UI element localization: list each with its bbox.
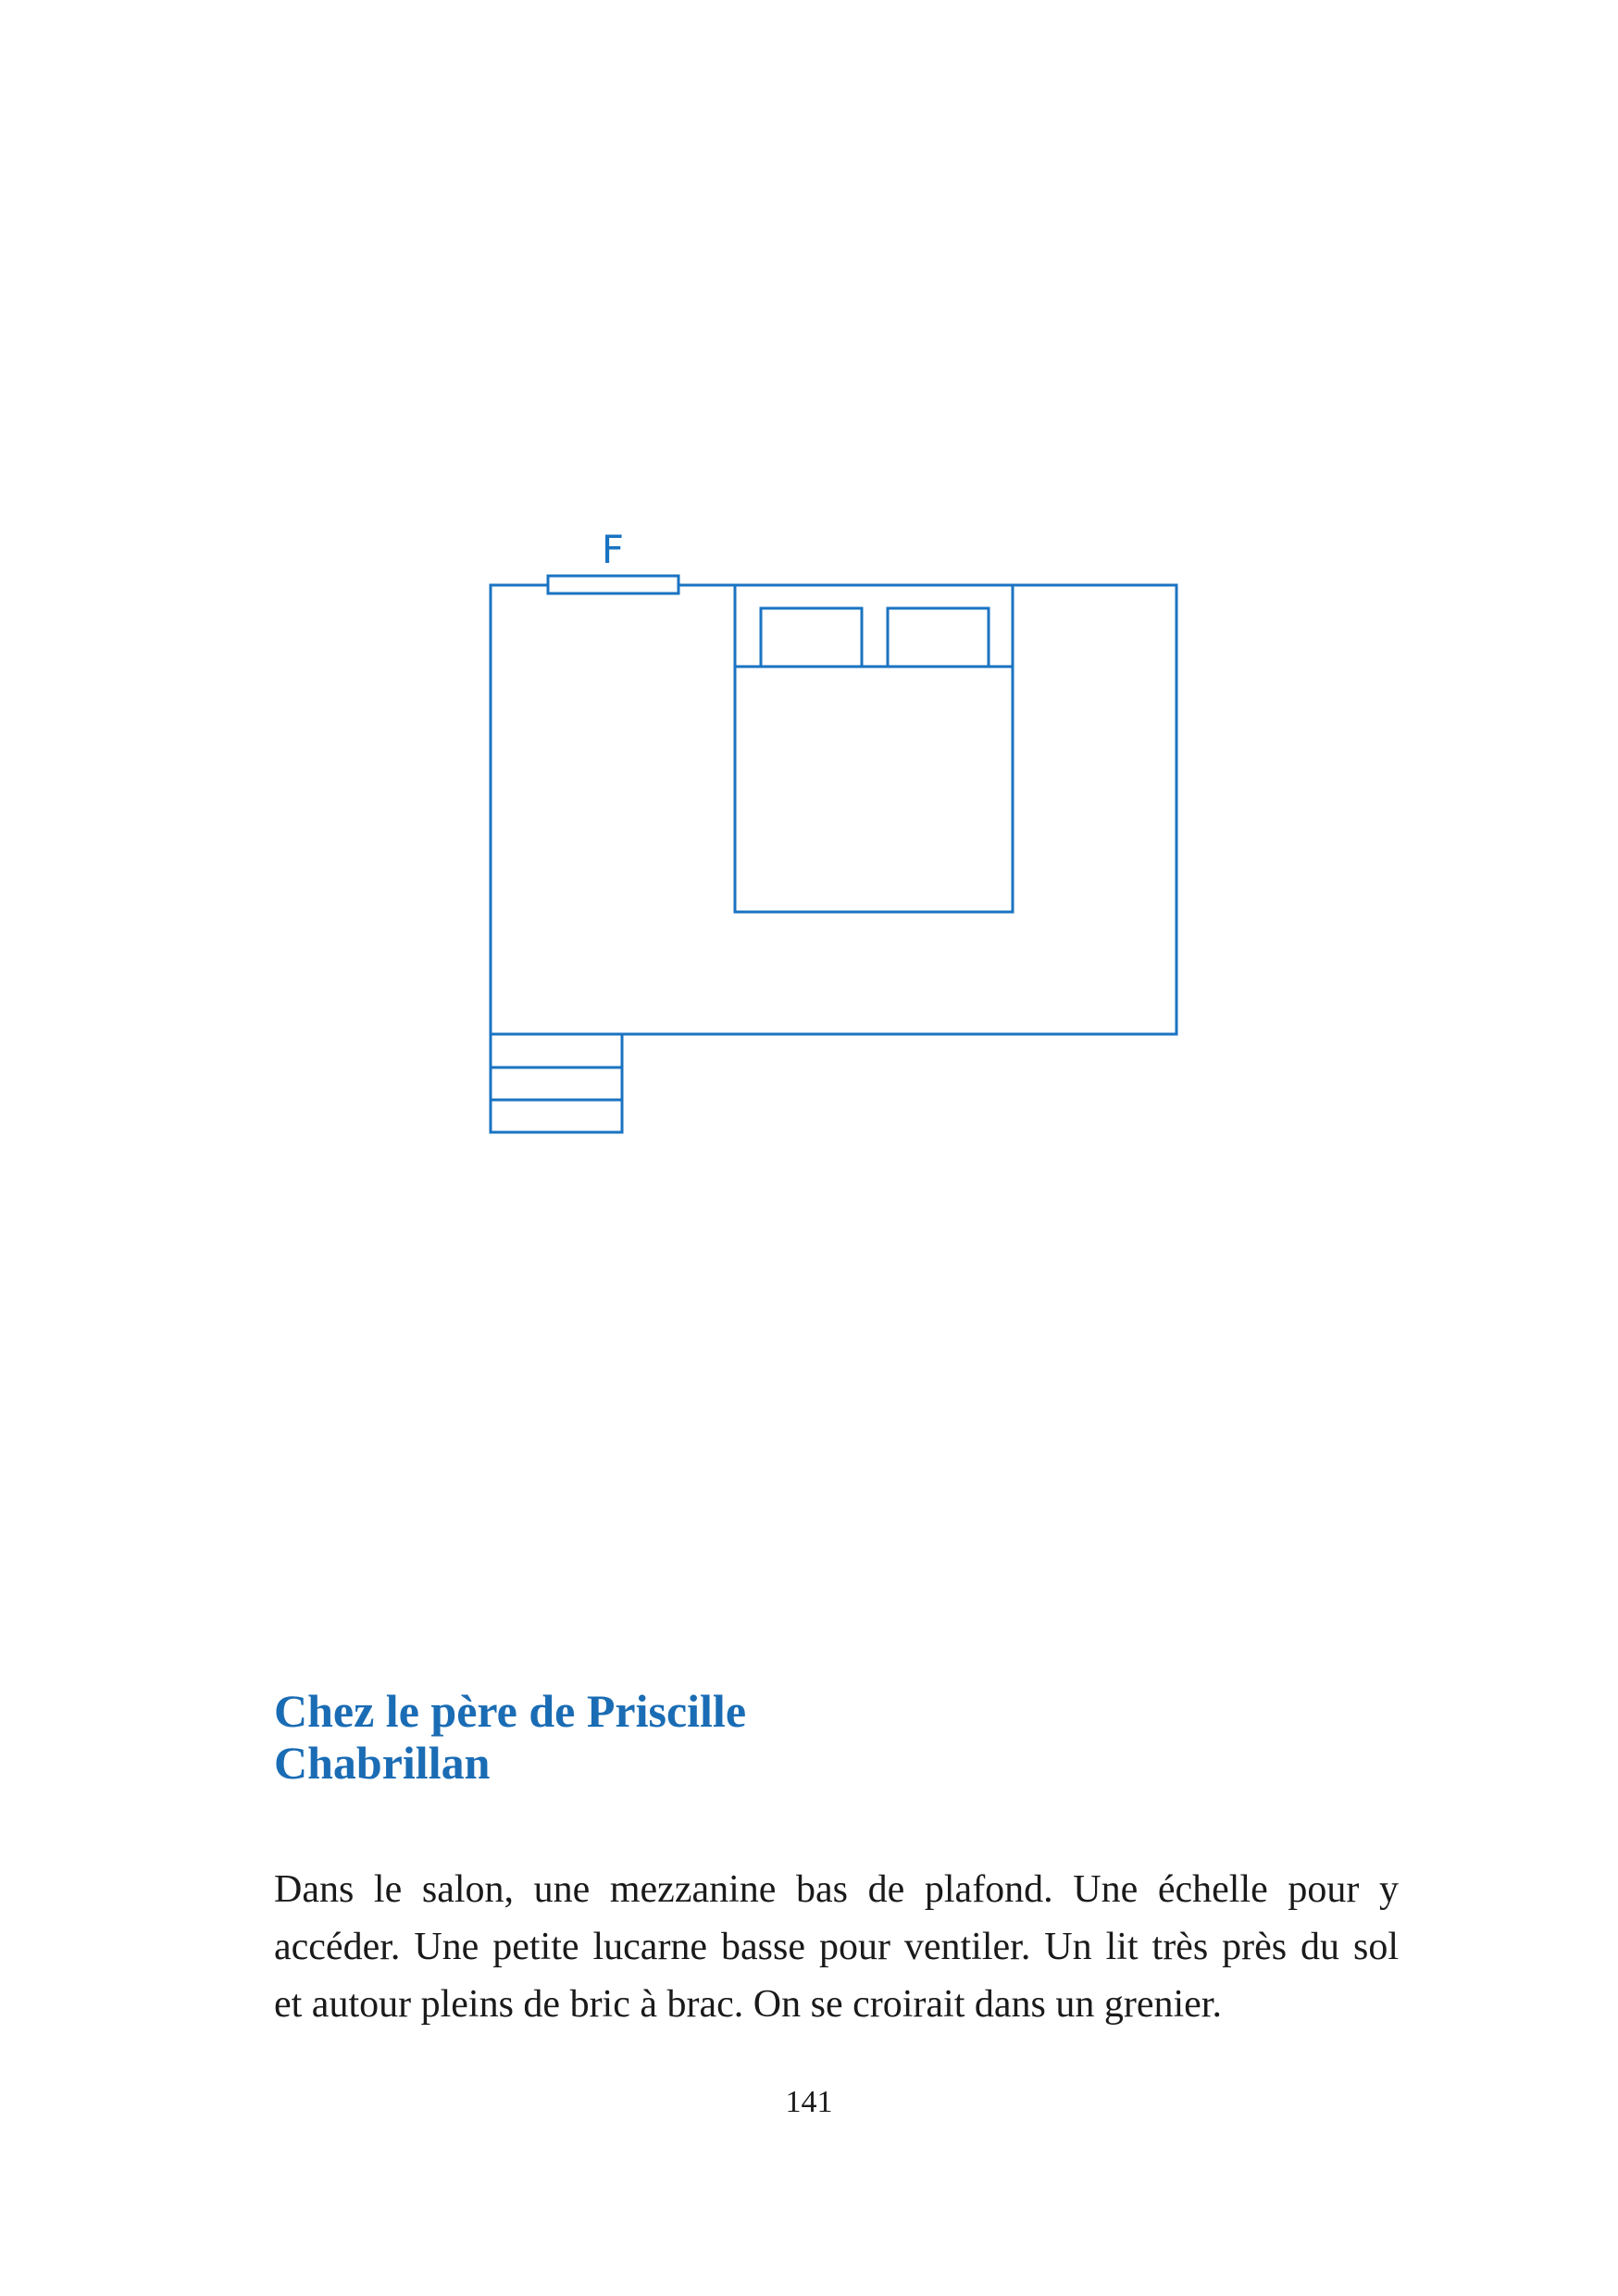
paragraph-line: et autour pleins de bric à brac. On se croirait dans un grenier.	[274, 1983, 1222, 2026]
section-heading	[274, 1685, 1385, 1789]
paragraph-line: accéder. Une petite lucarne basse pour ventiler. Un lit très près du sol	[274, 1926, 1399, 1968]
bed-frame	[735, 585, 1013, 912]
heading-line-1: Chez le père de Priscille	[274, 1685, 747, 1737]
pillow-right	[888, 608, 989, 667]
room-outline	[491, 585, 1176, 1034]
page-number: 141	[785, 2085, 833, 2119]
description-paragraph	[274, 1861, 1399, 2033]
window-label: F	[601, 527, 625, 572]
pillow-left	[761, 608, 862, 667]
heading-line-2: Chabrillan	[274, 1737, 491, 1789]
ladder	[491, 1034, 622, 1132]
paragraph-line: Dans le salon, une mezzanine bas de plafond. Une échelle pour y	[274, 1868, 1399, 1911]
window-rect	[548, 576, 678, 593]
